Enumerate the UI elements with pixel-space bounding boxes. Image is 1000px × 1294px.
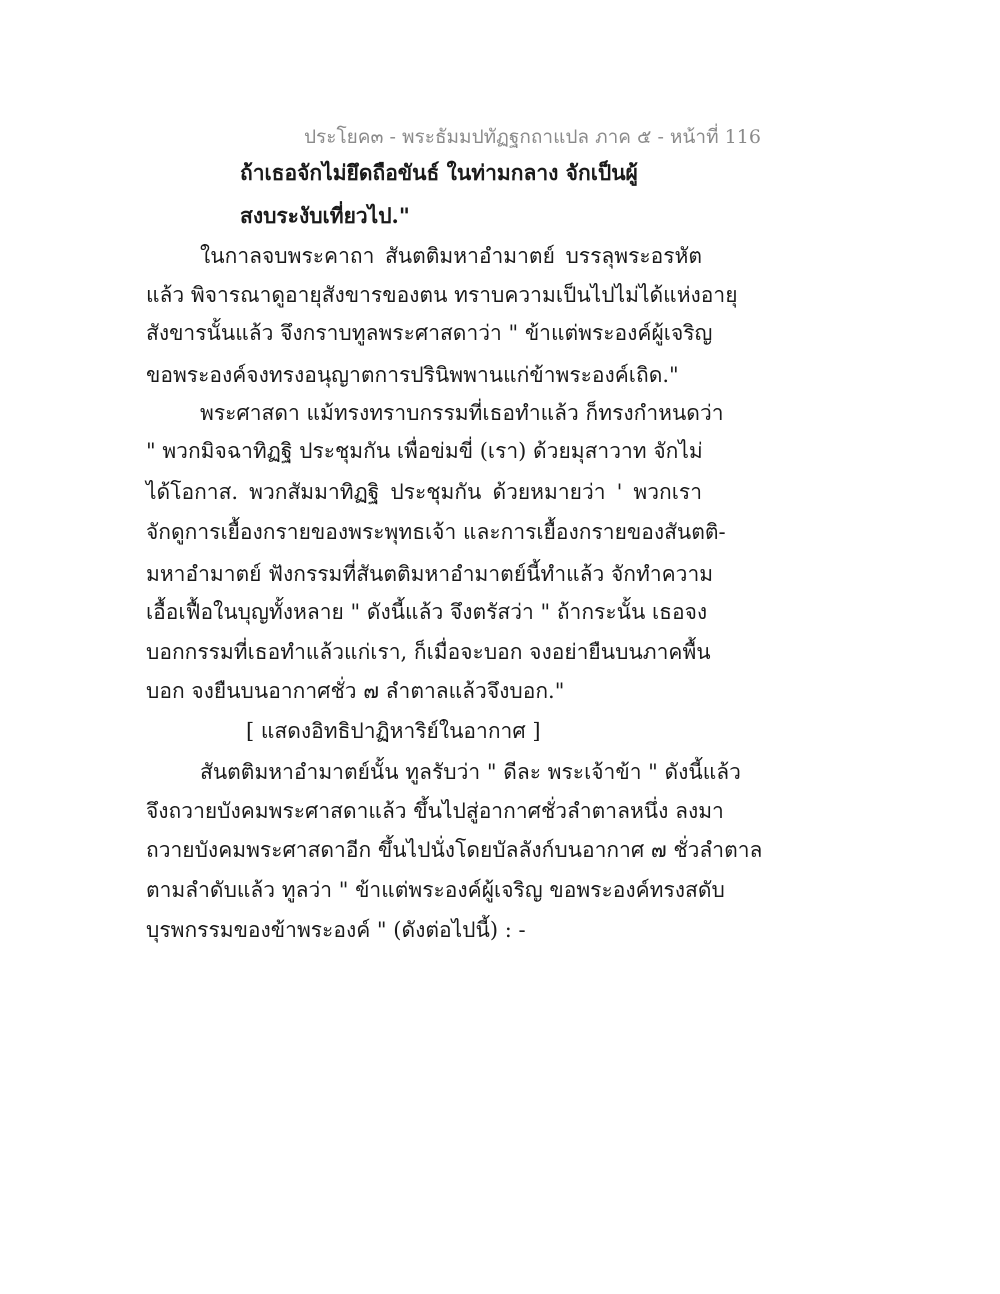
section-heading: [ แสดงอิทธิปาฏิหาริย์ในอากาศ ]: [246, 719, 541, 743]
paragraph-2-line: ได้โอกาส. พวกสัมมาทิฏฐิ ประชุมกัน ด้วยหมายว่า ' พวกเรา: [146, 480, 702, 504]
paragraph-2-line: บอกกรรมที่เธอทำแล้วแก่เรา, ก็เมื่อจะบอก จงอย่ายืนบนภาคพื้น: [146, 640, 711, 664]
running-header: ประโยค๓ - พระธัมมปทัฏฐกถาแปล ภาค ๕ - หน้าที่ 116: [304, 126, 761, 148]
paragraph-2-line: บอก จงยืนบนอากาศชั่ว ๗ ลำตาลแล้วจึงบอก.": [146, 679, 565, 703]
paragraph-2-line: จักดูการเยื้องกรายของพระพุทธเจ้า และการเยื้องกรายของสันตติ-: [146, 520, 726, 544]
paragraph-2-line: พระศาสดา แม้ทรงทราบกรรมที่เธอทำแล้ว ก็ทรงกำหนดว่า: [200, 401, 724, 425]
verse-line-1: ถ้าเธอจักไม่ยึดถือขันธ์ ในท่ามกลาง จักเป็นผู้: [240, 160, 638, 185]
paragraph-1-line: ขอพระองค์จงทรงอนุญาตการปรินิพพานแก่ข้าพระองค์เถิด.": [146, 363, 679, 387]
verse-line-2: สงบระงับเที่ยวไป.": [240, 203, 410, 228]
paragraph-2-line: เอื้อเฟื้อในบุญทั้งหลาย " ดังนี้แล้ว จึงตรัสว่า " ถ้ากระนั้น เธอจง: [146, 600, 708, 624]
paragraph-3-line: ถวายบังคมพระศาสดาอีก ขึ้นไปนั่งโดยบัลลังก์บนอากาศ ๗ ชั่วลำตาล: [146, 838, 763, 862]
paragraph-1-line: แล้ว พิจารณาดูอายุสังขารของตน ทราบความเป็นไปไม่ได้แห่งอายุ: [146, 283, 738, 307]
paragraph-3-line: จึงถวายบังคมพระศาสดาแล้ว ขึ้นไปสู่อากาศชั่วลำตาลหนึ่ง ลงมา: [146, 799, 724, 823]
paragraph-3-line: บุรพกรรมของข้าพระองค์ " (ดังต่อไปนี้) : -: [146, 918, 526, 942]
paragraph-1-line: ในกาลจบพระคาถา สันตติมหาอำมาตย์ บรรลุพระอรหัต: [200, 244, 702, 268]
paragraph-2-line: " พวกมิจฉาทิฏฐิ ประชุมกัน เพื่อข่มขี่ (เรา) ด้วยมุสาวาท จักไม่: [146, 439, 703, 463]
paragraph-3-line: สันตติมหาอำมาตย์นั้น ทูลรับว่า " ดีละ พระเจ้าข้า " ดังนี้แล้ว: [200, 760, 741, 784]
paragraph-1-line: สังขารนั้นแล้ว จึงกราบทูลพระศาสดาว่า " ข้าแต่พระองค์ผู้เจริญ: [146, 321, 713, 345]
paragraph-3-line: ตามลำดับแล้ว ทูลว่า " ข้าแต่พระองค์ผู้เจริญ ขอพระองค์ทรงสดับ: [146, 878, 725, 902]
paragraph-2-line: มหาอำมาตย์ ฟังกรรมที่สันตติมหาอำมาตย์นี้ทำแล้ว จักทำความ: [146, 562, 714, 586]
